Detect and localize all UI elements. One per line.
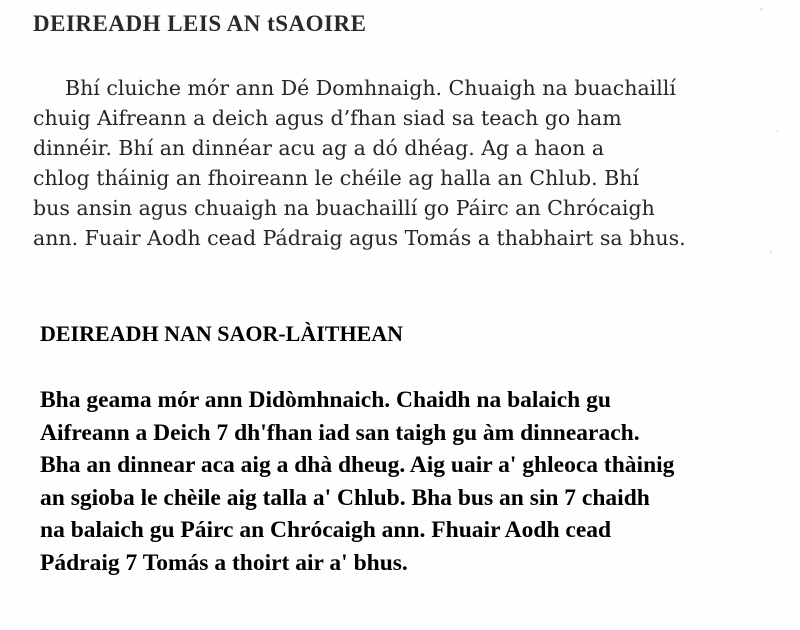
irish-line-4: chlog tháinig an fhoireann le chéile ag halla an Chlub. Bhí <box>33 166 640 190</box>
gaelic-paragraph <box>40 384 780 580</box>
irish-line-5: bus ansin agus chuaigh na buachaillí go Páirc an Chrócaigh <box>33 196 655 220</box>
scan-speck <box>760 8 763 11</box>
gaelic-line-1: Bha geama mór ann Didòmhnaich. Chaidh na balaich gu <box>40 387 611 413</box>
scan-speck <box>776 130 778 132</box>
irish-paragraph <box>33 73 753 253</box>
gaelic-line-4: an sgioba le chèile aig talla a' Chlub. Bha bus an sin 7 chaidh <box>40 484 650 511</box>
irish-line-3: dinnéir. Bhí an dinnéar acu ag a dó dhéag. Ag a haon a <box>33 136 605 160</box>
scan-speck <box>770 250 772 253</box>
gaelic-line-5: na balaich gu Páirc an Chrócaigh ann. Fhuair Aodh cead <box>40 517 612 544</box>
irish-line-1: Bhí cluiche mór ann Dé Domhnaigh. Chuaigh na buachaillí <box>65 76 676 100</box>
gaelic-section-title: DEIREADH NAN SAOR-LÀITHEAN <box>40 321 404 346</box>
irish-line-2: chuig Aifreann a deich agus d’fhan siad sa teach go ham <box>33 106 622 130</box>
irish-section-title: DEIREADH LEIS AN tSAOIRE <box>33 11 367 36</box>
gaelic-line-6: Pádraig 7 Tomás a thoirt air a' bhus. <box>40 549 408 576</box>
gaelic-line-3: Bha an dinnear aca aig a dhà dheug. Aig uair a' ghleoca thàinig <box>40 452 675 479</box>
gaelic-line-2: Aifreann a Deich 7 dh'fhan iad san taigh gu àm dinnearach. <box>40 419 640 446</box>
irish-line-6: ann. Fuair Aodh cead Pádraig agus Tomás a thabhairt sa bhus. <box>33 226 686 250</box>
